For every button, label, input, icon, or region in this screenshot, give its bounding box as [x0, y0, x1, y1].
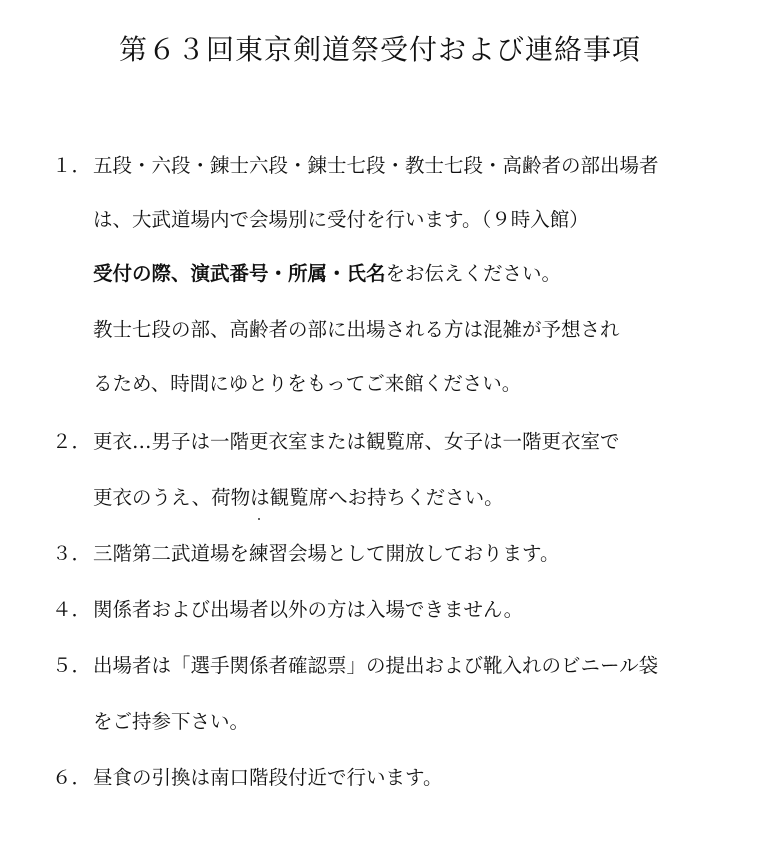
item-2-line-1: 更衣…男子は一階更衣室または観覧席、女子は一階更衣室で [93, 430, 620, 453]
item-5-number: ５． [52, 654, 92, 677]
item-4-number: ４． [52, 598, 92, 621]
item-3-line-1: 三階第二武道場を練習会場として開放しております。 [93, 542, 560, 565]
item-2-number: ２． [52, 430, 92, 453]
item-3-number: ３． [52, 542, 92, 565]
document-title: 第６３回東京剣道祭受付および連絡事項 [118, 33, 641, 66]
item-1-bold-text: 受付の際、演武番号・所属・氏名 [93, 262, 386, 285]
item-1-number: １． [52, 154, 92, 177]
scan-speck [258, 518, 260, 520]
item-1-line-1: 五段・六段・錬士六段・錬士七段・教士七段・高齢者の部出場者 [93, 154, 659, 177]
item-6-line-1: 昼食の引換は南口階段付近で行います。 [93, 766, 443, 789]
item-5-line-1: 出場者は「選手関係者確認票」の提出および靴入れのビニール袋 [93, 654, 659, 677]
item-6-number: ６． [52, 766, 92, 789]
item-1-line-5: るため、時間にゆとりをもってご来館ください。 [93, 372, 522, 395]
item-5-line-2: をご持参下さい。 [93, 710, 250, 733]
item-1-line-4: 教士七段の部、高齢者の部に出場される方は混雑が予想され [93, 318, 620, 341]
item-1-line-2: は、大武道場内で会場別に受付を行います。（９時入館） [93, 208, 589, 231]
item-1-reception-line [93, 260, 561, 288]
item-2-line-2: 更衣のうえ、荷物は観覧席へお持ちください。 [93, 486, 504, 509]
item-4-line-1: 関係者および出場者以外の方は入場できません。 [93, 598, 524, 621]
item-1-bold-line-rest: をお伝えください。 [385, 262, 562, 285]
